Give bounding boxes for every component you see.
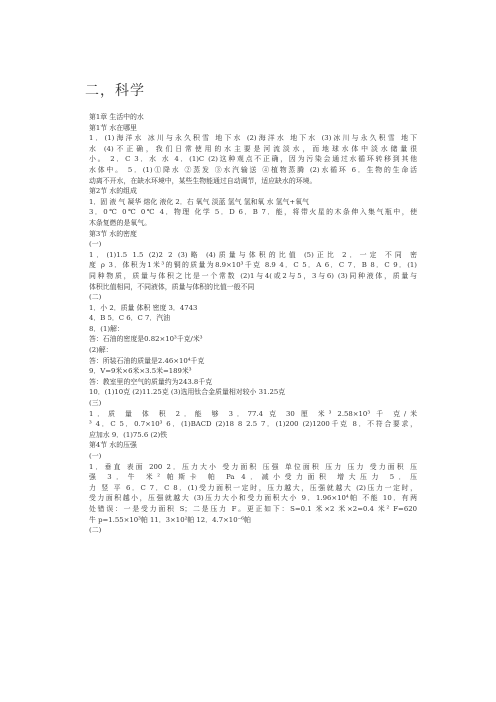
text-line: 牛 p=1.55×10³帕 11．3×10²帕 12．4.7×10⁻⁶帕 — [89, 515, 251, 524]
section-title: 二，科学 — [85, 83, 145, 99]
text-line: 10．(1)10克 (2)11.25克 (3)选用钛合金质量相对较小 31.25克 — [89, 388, 286, 397]
text-line: 小。 2．C 3．水 水 4．(1)C (2)这种观点不正确，因为污染会通过水循环转移到其他 — [89, 155, 417, 164]
part-label: (二) — [89, 526, 102, 535]
text-line: 3．0℃ 0℃ 0℃ 4．物理 化学 5．D 6．B 7．能，将带火星的木条伸入集气瓶中，使 — [89, 208, 417, 217]
text-line: 水 (4)不正确，我们日常使用的水主要是河流淡水，而地球水体中淡水储量很 — [89, 144, 417, 153]
part-label: (三) — [89, 399, 102, 408]
text-line: 8．(1)解： — [89, 324, 124, 333]
text-line: 1．固 液 气 凝华 熔化 液化 2．右 氧气 淡蓝 氢气 氢和氧 水 氢气+氧气 — [89, 197, 309, 206]
text-line: 水体中。 5．(1)①降水 ②蒸发 ③水汽输送 ④植物蒸腾 (2)水循环 6．生物的生命活 — [89, 165, 417, 174]
text-line: 答：石油的密度是0.82×10³千克/米³ — [89, 335, 203, 344]
text-line: 9．V=9米×6米×3.5米=189米³ — [89, 367, 192, 376]
text-line: 体积比值相同，不同液体，质量与体积的比值一般不同 — [89, 282, 255, 291]
section-heading: 第3节 水的密度 — [89, 229, 137, 238]
text-line: 应加水 9．(1)75.6 (2)铁 — [89, 430, 168, 439]
text-line: 答：所装石油的质量是2.46×10⁴千克 — [89, 356, 205, 365]
text-line: 动离不开水，在缺水环境中，某些生物能通过自动调节，适应缺水的环境。 — [89, 176, 317, 185]
text-line: 答：教室里的空气的质量约为243.8千克 — [89, 377, 213, 386]
text-line: 木条复燃的是氧气。 — [89, 218, 152, 227]
text-line: 度 ρ 3．体积为1米³的铜的质量为8.9×10³千克 8.9 4．C 5．A 6．C 7．B 8．C 9．(1) — [89, 261, 417, 270]
text-line: 1．质 量 体 积 2．能 够 3．77.4 克 30 厘 米³ 2.58×10³ 千 克/米 — [89, 409, 417, 418]
text-line: 4．B 5．C 6．C 7．汽油 — [89, 314, 171, 323]
text-line: 1．(1)1.5 1.5 (2)2 2 (3)略 (4)质量与体积的比值 (5)正比 2．一定 不同 密 — [89, 250, 417, 259]
part-label: (一) — [89, 240, 102, 249]
text-line: 1．(1)海洋水 冰川与永久积雪 地下水 (2)海洋水 地下水 (3)冰川与永久积雪 地下 — [89, 134, 417, 143]
part-label: (二) — [89, 293, 102, 302]
text-line: 处错误：一是受力面积 S；二是压力 F。更正如下：S=0.1 米×2 米×2=0.4 米² F=620 — [89, 504, 417, 513]
text-line: 受力面积越小，压强就越大 (3)压力大小和受力面积大小 9．1.96×10⁴帕 不能 10．有两 — [89, 494, 417, 503]
section-heading: 第4节 水的压强 — [89, 441, 137, 450]
answer-text-body — [89, 112, 417, 536]
text-line: (2)解： — [89, 346, 113, 355]
section-heading: 第2节 水的组成 — [89, 187, 137, 196]
chapter-heading: 第1章 生活中的水 — [89, 113, 144, 121]
text-line: 1．小 2．质量 体积 密度 3．4743 — [89, 303, 198, 312]
text-line: 强 3．牛 米² 帕斯卡 帕 Pa 4．减小受力面积 增大压力 5．压 — [89, 473, 417, 482]
section-heading: 第1节 水在哪里 — [89, 123, 137, 132]
part-label: (一) — [89, 452, 102, 460]
text-line: 力 竖 平 6．C 7．C 8．(1)受力面积一定时，压力越大，压强就越大 (2)压力一定时， — [89, 483, 417, 492]
text-line: 同种物质，质量与体积之比是一个常数 (2)1与4(或2与5，3与6) (3)同种液体，质量与 — [89, 271, 417, 280]
text-line: ³ 4．C 5．0.7×10³ 6．(1)BACD (2)18 8 2.5 7．(1)200 (2)1200千克 8．不符合要求， — [89, 420, 417, 429]
text-line: 1．垂直 表面 200 2．压力大小 受力面积 压强 单位面积 压力 压力 受力面积 压 — [89, 462, 417, 471]
